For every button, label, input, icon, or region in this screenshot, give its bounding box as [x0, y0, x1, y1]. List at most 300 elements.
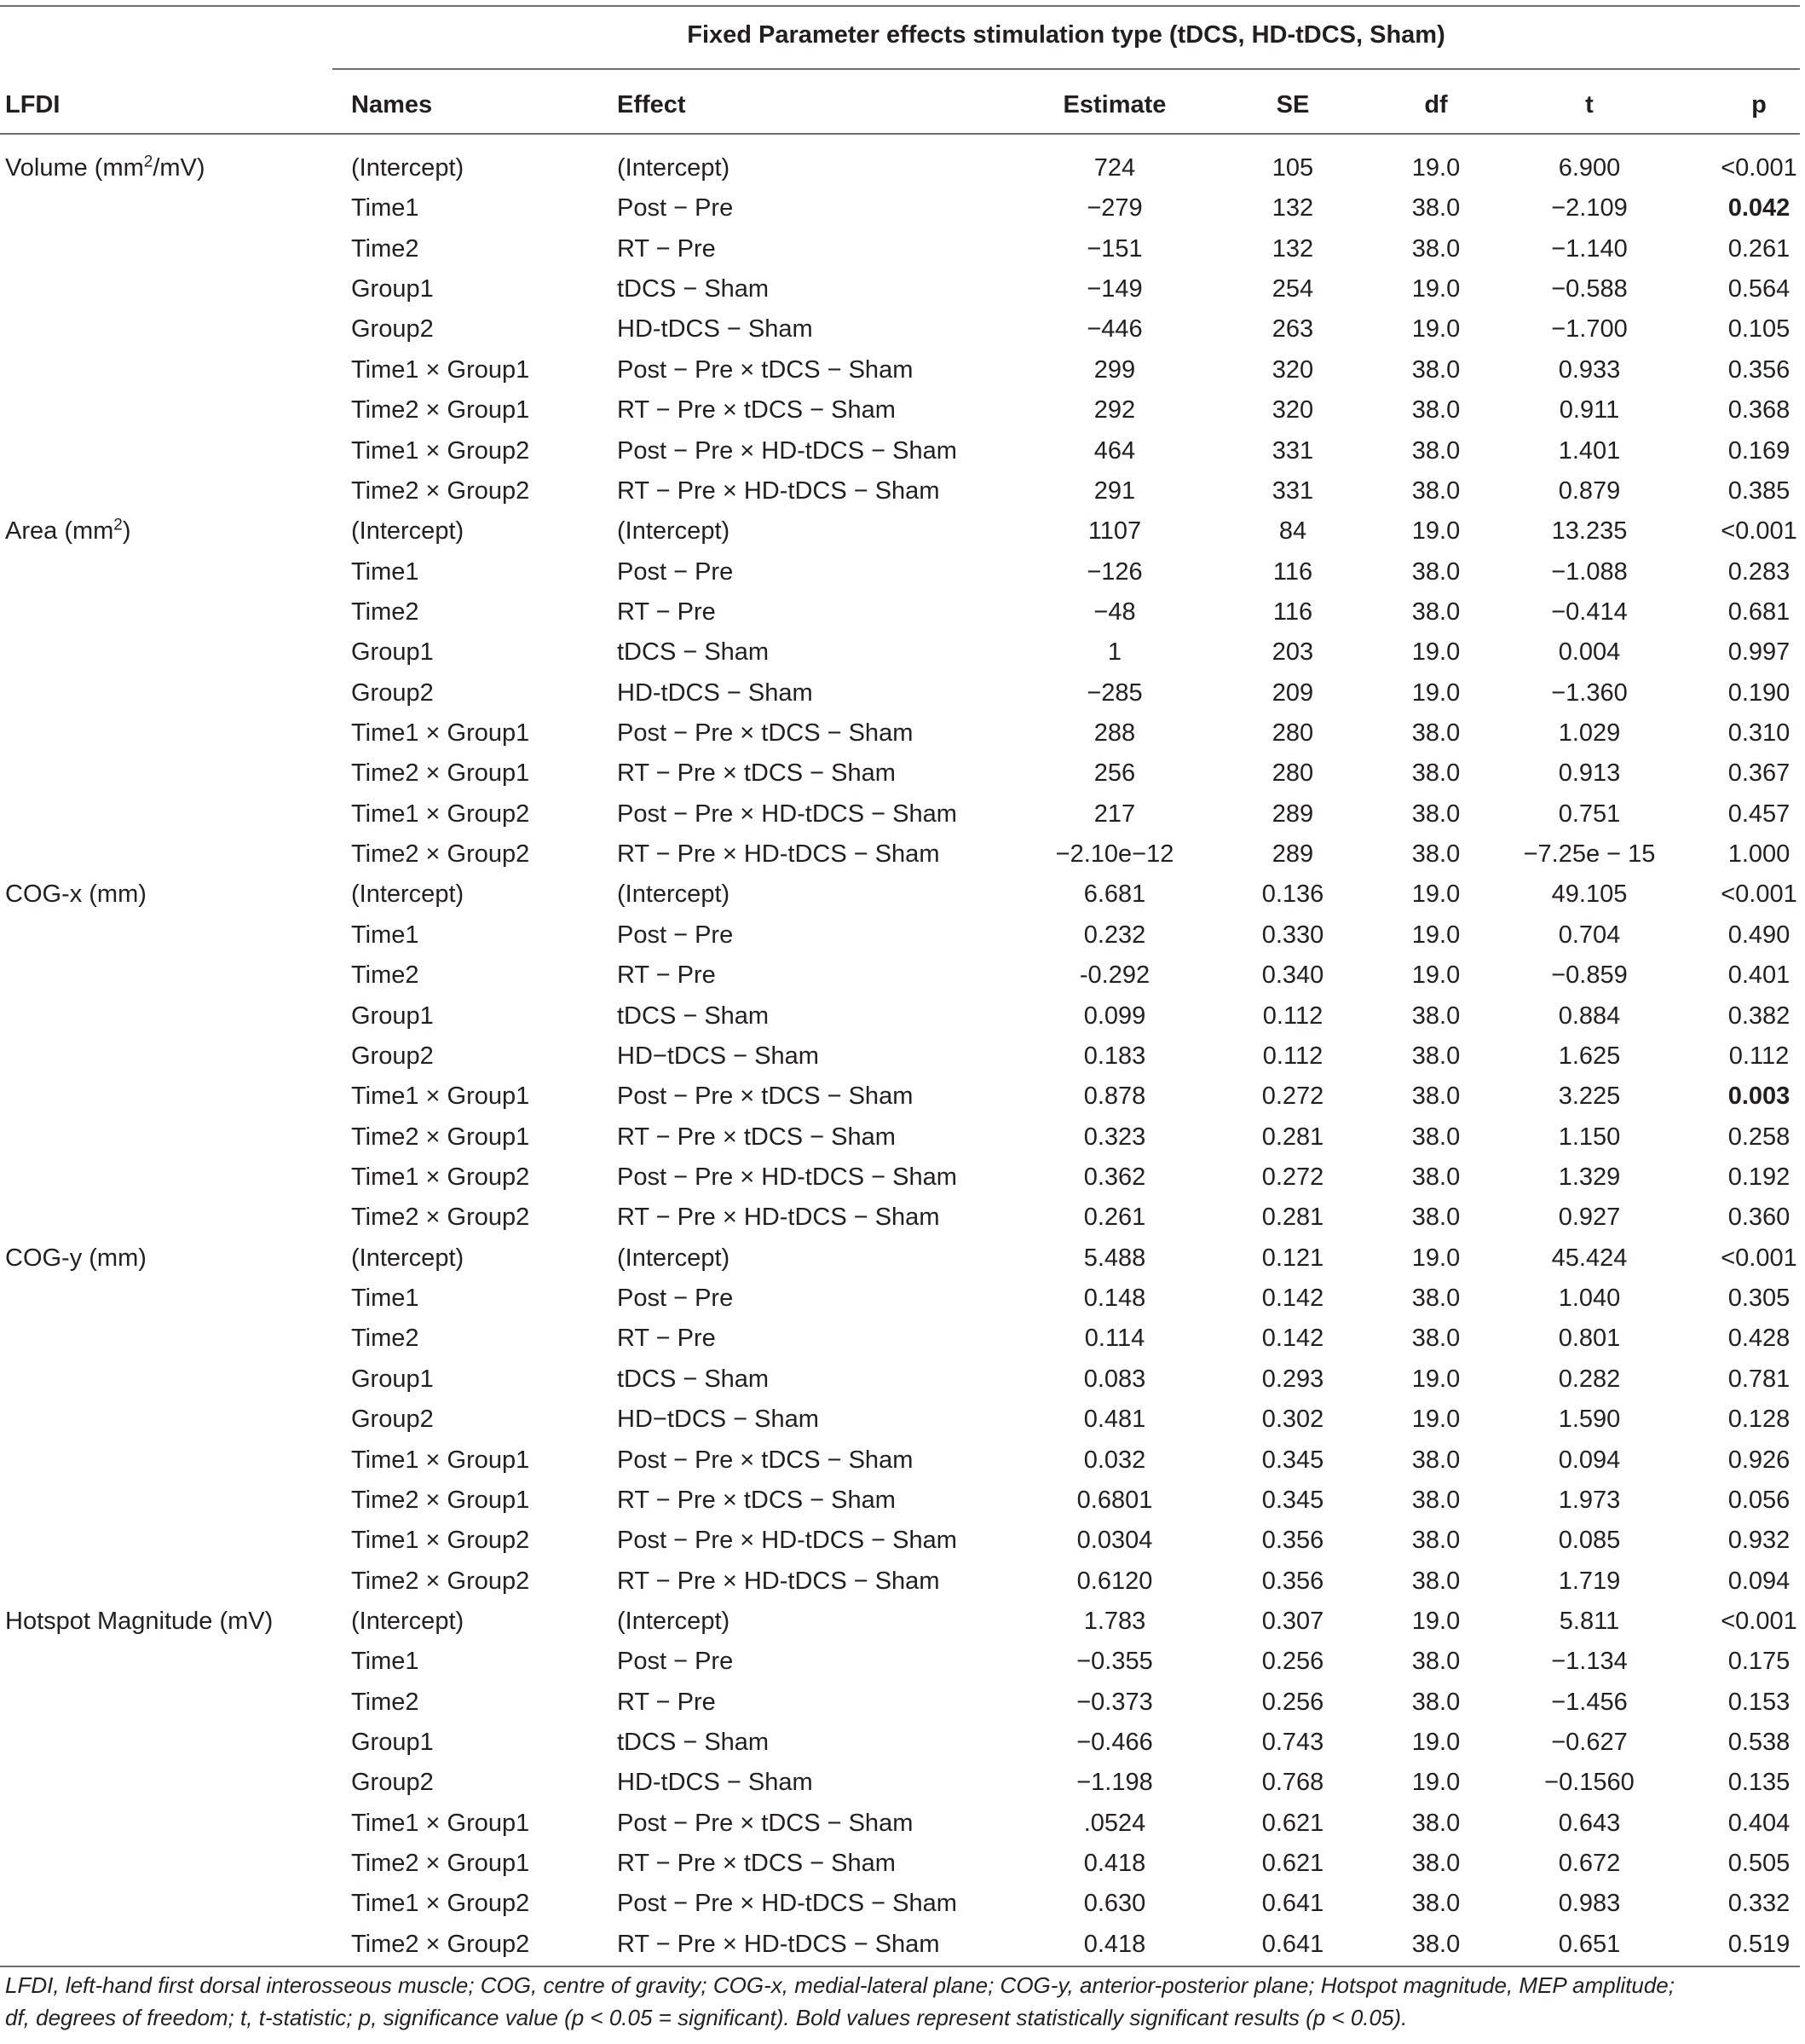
t-cell: 1.590: [1558, 1406, 1621, 1434]
df-cell: 38.0: [1411, 1930, 1461, 1958]
t-cell: 45.424: [1551, 1244, 1628, 1272]
df-cell: 38.0: [1411, 1204, 1461, 1232]
estimate-cell: 299: [1093, 355, 1136, 384]
table-body: [0, 148, 1805, 1965]
bottom-rule: [0, 1966, 1800, 1967]
table-row: [0, 794, 1805, 834]
p-cell: 0.926: [1727, 1446, 1791, 1474]
p-cell: 0.192: [1727, 1163, 1791, 1191]
estimate-cell: 0.418: [1083, 1930, 1146, 1958]
df-cell: 38.0: [1411, 598, 1461, 626]
table-footnote: [5, 1969, 1795, 2034]
se-cell: 0.307: [1261, 1607, 1324, 1635]
t-cell: 1.973: [1558, 1486, 1621, 1514]
table-row: [0, 1884, 1805, 1924]
table-row: [0, 1642, 1805, 1682]
effect-cell: Post − Pre × tDCS − Sham: [617, 1809, 914, 1837]
estimate-cell: 724: [1093, 154, 1136, 182]
df-cell: 19.0: [1411, 1729, 1461, 1757]
p-cell: 1.000: [1727, 840, 1791, 869]
df-cell: 38.0: [1411, 1285, 1461, 1313]
t-cell: 3.225: [1558, 1083, 1621, 1111]
table-row: [0, 269, 1805, 309]
names-cell: Time2: [351, 1325, 419, 1353]
p-cell: 0.360: [1727, 1204, 1791, 1232]
names-cell: (Intercept): [351, 881, 464, 909]
se-cell: 0.256: [1261, 1688, 1324, 1716]
table-row: [0, 632, 1805, 673]
names-cell: Group2: [351, 1769, 434, 1797]
estimate-cell: 1: [1107, 638, 1122, 667]
t-cell: 1.625: [1558, 1042, 1621, 1070]
estimate-cell: 0.323: [1083, 1123, 1146, 1151]
se-cell: 0.142: [1261, 1285, 1324, 1313]
p-cell: 0.519: [1727, 1930, 1791, 1958]
table-row: [0, 1723, 1805, 1763]
se-cell: 116: [1272, 598, 1313, 626]
estimate-cell: −2.10e−12: [1055, 840, 1174, 869]
table-row: [0, 592, 1805, 632]
names-cell: (Intercept): [351, 1607, 464, 1635]
p-cell: 0.310: [1727, 719, 1791, 748]
p-cell: 0.505: [1727, 1850, 1791, 1878]
names-cell: Time2 × Group2: [351, 1567, 530, 1595]
names-cell: Time2 × Group2: [351, 1204, 530, 1232]
names-cell: Time1 × Group1: [351, 355, 530, 384]
names-cell: (Intercept): [351, 517, 464, 546]
df-cell: 38.0: [1411, 476, 1461, 505]
df-cell: 19.0: [1411, 1607, 1461, 1635]
estimate-cell: 256: [1093, 759, 1136, 788]
p-cell: 0.781: [1727, 1365, 1791, 1393]
names-cell: Time1: [351, 1285, 419, 1313]
t-cell: 0.751: [1558, 800, 1621, 828]
df-cell: 38.0: [1411, 1567, 1461, 1595]
header-se: SE: [1276, 91, 1310, 118]
t-cell: 1.719: [1558, 1567, 1621, 1595]
df-cell: 38.0: [1411, 1688, 1461, 1716]
header-df: df: [1424, 91, 1448, 118]
header-names: Names: [351, 91, 433, 118]
table-row: [0, 1279, 1805, 1319]
se-cell: 132: [1272, 194, 1314, 222]
effect-cell: Post − Pre × HD-tDCS − Sham: [617, 800, 957, 828]
t-cell: 0.672: [1558, 1850, 1621, 1878]
table-row: [0, 1763, 1805, 1803]
names-cell: Group1: [351, 638, 434, 667]
names-cell: Group2: [351, 1042, 434, 1070]
effect-cell: Post − Pre: [617, 1648, 734, 1676]
se-cell: 0.272: [1261, 1163, 1324, 1191]
p-cell: <0.001: [1721, 1607, 1797, 1635]
names-cell: Group1: [351, 1729, 434, 1757]
p-cell: 0.681: [1727, 598, 1791, 626]
t-cell: 49.105: [1551, 881, 1628, 909]
names-cell: Time1: [351, 557, 419, 586]
effect-cell: Post − Pre × HD-tDCS − Sham: [617, 1890, 957, 1918]
names-cell: Time1 × Group1: [351, 1083, 530, 1111]
names-cell: Group1: [351, 1002, 434, 1030]
table-row: [0, 1158, 1805, 1198]
table-row: [0, 1198, 1805, 1238]
p-cell: 0.175: [1727, 1648, 1791, 1676]
df-cell: 38.0: [1411, 1083, 1461, 1111]
t-cell: 0.911: [1559, 396, 1620, 424]
effect-cell: tDCS − Sham: [617, 638, 770, 667]
estimate-cell: −285: [1087, 678, 1143, 707]
top-rule: [0, 5, 1800, 7]
effect-cell: Post − Pre × tDCS − Sham: [617, 355, 914, 384]
effect-cell: (Intercept): [617, 154, 730, 182]
super-header: Fixed Parameter effects stimulation type (tDCS, HD-tDCS, Sham): [687, 21, 1445, 49]
se-cell: 0.641: [1261, 1930, 1324, 1958]
estimate-cell: −0.355: [1076, 1648, 1153, 1676]
estimate-cell: 1107: [1087, 517, 1142, 546]
se-cell: 0.121: [1261, 1244, 1324, 1272]
se-cell: 263: [1272, 315, 1314, 344]
table-row: [0, 915, 1805, 956]
p-cell: 0.932: [1727, 1527, 1791, 1555]
effect-cell: RT − Pre: [617, 234, 716, 263]
p-cell: 0.094: [1727, 1567, 1791, 1595]
table-row: [0, 1683, 1805, 1723]
p-cell: 0.564: [1727, 275, 1791, 303]
footnote-line-2: df, degrees of freedom; t, t-statistic; p, significance value (p < 0.05 = significant). Bold values represent statistically significant results (p < 0.05).: [5, 2005, 1408, 2030]
se-cell: 0.345: [1261, 1446, 1324, 1474]
effect-cell: (Intercept): [617, 1244, 730, 1272]
df-cell: 19.0: [1411, 1244, 1461, 1272]
names-cell: Time2 × Group1: [351, 1123, 530, 1151]
table-row: [0, 996, 1805, 1036]
t-cell: −0.859: [1551, 961, 1628, 990]
se-cell: 254: [1272, 275, 1314, 303]
table-row: [0, 1117, 1805, 1158]
table-row: [0, 875, 1805, 915]
effect-cell: tDCS − Sham: [617, 275, 770, 303]
se-cell: 0.356: [1261, 1567, 1324, 1595]
t-cell: 0.094: [1558, 1446, 1621, 1474]
names-cell: Time2 × Group1: [351, 759, 530, 788]
p-cell: <0.001: [1721, 154, 1797, 182]
effect-cell: Post − Pre × tDCS − Sham: [617, 1446, 914, 1474]
effect-cell: tDCS − Sham: [617, 1365, 770, 1393]
estimate-cell: 5.488: [1083, 1244, 1146, 1272]
df-cell: 38.0: [1411, 234, 1461, 263]
table-row: [0, 673, 1805, 713]
p-cell: 0.003: [1727, 1083, 1791, 1111]
names-cell: (Intercept): [351, 1244, 464, 1272]
estimate-cell: 0.114: [1084, 1325, 1145, 1353]
t-cell: −0.1560: [1544, 1769, 1635, 1797]
estimate-cell: 1.783: [1083, 1607, 1146, 1635]
effect-cell: RT − Pre × tDCS − Sham: [617, 396, 896, 424]
p-cell: 0.356: [1727, 355, 1791, 384]
header-lfdi: LFDI: [5, 91, 61, 118]
df-cell: 38.0: [1411, 1042, 1461, 1070]
se-cell: 280: [1272, 759, 1314, 788]
estimate-cell: 0.6120: [1076, 1567, 1153, 1595]
t-cell: 0.927: [1558, 1204, 1621, 1232]
p-cell: 0.538: [1727, 1729, 1791, 1757]
se-cell: 0.743: [1261, 1729, 1324, 1757]
df-cell: 38.0: [1411, 1446, 1461, 1474]
df-cell: 38.0: [1411, 800, 1461, 828]
table-row: [0, 431, 1805, 471]
t-cell: −1.456: [1551, 1688, 1628, 1716]
effect-cell: (Intercept): [617, 1607, 730, 1635]
se-cell: 320: [1272, 355, 1314, 384]
names-cell: Time2 × Group1: [351, 1486, 530, 1514]
names-cell: Group2: [351, 1406, 434, 1434]
df-cell: 38.0: [1411, 1890, 1461, 1918]
table-row: [0, 1077, 1805, 1117]
df-cell: 19.0: [1411, 154, 1461, 182]
p-cell: <0.001: [1721, 517, 1797, 546]
estimate-cell: 0.099: [1083, 1002, 1146, 1030]
t-cell: 6.900: [1558, 154, 1621, 182]
table-row: [0, 754, 1805, 794]
t-cell: −2.109: [1551, 194, 1628, 222]
se-cell: 0.281: [1261, 1204, 1324, 1232]
effect-cell: RT − Pre: [617, 1688, 716, 1716]
names-cell: Time2: [351, 598, 419, 626]
table-row: [0, 552, 1805, 592]
df-cell: 38.0: [1411, 1163, 1461, 1191]
t-cell: −1.140: [1551, 234, 1628, 263]
effect-cell: (Intercept): [617, 517, 730, 546]
t-cell: 0.085: [1558, 1527, 1621, 1555]
effect-cell: Post − Pre × HD-tDCS − Sham: [617, 1163, 957, 1191]
t-cell: 0.651: [1558, 1930, 1621, 1958]
t-cell: 0.879: [1558, 476, 1621, 505]
effect-cell: tDCS − Sham: [617, 1729, 770, 1757]
p-cell: 0.105: [1727, 315, 1791, 344]
names-cell: Time2: [351, 1688, 419, 1716]
effect-cell: Post − Pre × tDCS − Sham: [617, 1083, 914, 1111]
t-cell: 0.801: [1558, 1325, 1621, 1353]
estimate-cell: −149: [1087, 275, 1143, 303]
p-cell: 0.457: [1727, 800, 1791, 828]
table-row: [0, 390, 1805, 430]
names-cell: Time1 × Group2: [351, 800, 530, 828]
df-cell: 38.0: [1411, 1486, 1461, 1514]
effect-cell: RT − Pre: [617, 598, 716, 626]
estimate-cell: −151: [1087, 234, 1143, 263]
effect-cell: Post − Pre × tDCS − Sham: [617, 719, 914, 748]
effect-cell: RT − Pre: [617, 961, 716, 990]
names-cell: Time2 × Group2: [351, 840, 530, 869]
names-cell: Group2: [351, 315, 434, 344]
p-cell: 0.128: [1727, 1406, 1791, 1434]
se-cell: 0.256: [1261, 1648, 1324, 1676]
df-cell: 38.0: [1411, 1648, 1461, 1676]
table-row: [0, 1602, 1805, 1642]
table-row: [0, 1319, 1805, 1359]
estimate-cell: 0.032: [1083, 1446, 1146, 1474]
super-header-rule: [332, 68, 1800, 70]
effect-cell: HD-tDCS − Sham: [617, 315, 813, 344]
lfdi-group-label: COG-x (mm): [5, 881, 147, 909]
t-cell: −1.360: [1551, 678, 1628, 707]
se-cell: 0.330: [1261, 921, 1324, 949]
df-cell: 38.0: [1411, 1850, 1461, 1878]
names-cell: Time1 × Group1: [351, 1809, 530, 1837]
table-row: [0, 1036, 1805, 1077]
se-cell: 0.281: [1261, 1123, 1324, 1151]
p-cell: 0.382: [1727, 1002, 1791, 1030]
p-cell: 0.401: [1727, 961, 1791, 990]
effect-cell: (Intercept): [617, 881, 730, 909]
table-row: [0, 350, 1805, 390]
se-cell: 0.112: [1262, 1042, 1323, 1070]
t-cell: −1.088: [1551, 557, 1628, 586]
estimate-cell: −446: [1087, 315, 1143, 344]
p-cell: 0.332: [1727, 1890, 1791, 1918]
se-cell: 209: [1272, 678, 1314, 707]
estimate-cell: −0.466: [1076, 1729, 1153, 1757]
se-cell: 116: [1272, 557, 1313, 586]
p-cell: 0.135: [1727, 1769, 1791, 1797]
df-cell: 19.0: [1411, 921, 1461, 949]
header-rule: [0, 133, 1800, 135]
table-row: [0, 471, 1805, 511]
df-cell: 19.0: [1411, 1365, 1461, 1393]
estimate-cell: 0.481: [1083, 1406, 1146, 1434]
t-cell: 0.704: [1558, 921, 1621, 949]
df-cell: 38.0: [1411, 194, 1461, 222]
t-cell: 13.235: [1551, 517, 1628, 546]
estimate-cell: 291: [1093, 476, 1136, 505]
df-cell: 38.0: [1411, 1123, 1461, 1151]
effect-cell: RT − Pre × HD-tDCS − Sham: [617, 840, 940, 869]
estimate-cell: 0.630: [1083, 1890, 1146, 1918]
se-cell: 0.293: [1261, 1365, 1324, 1393]
p-cell: 0.305: [1727, 1285, 1791, 1313]
se-cell: 0.112: [1262, 1002, 1323, 1030]
names-cell: Time2 × Group1: [351, 396, 530, 424]
t-cell: −0.588: [1551, 275, 1628, 303]
header-t: t: [1585, 91, 1594, 118]
df-cell: 38.0: [1411, 355, 1461, 384]
se-cell: 84: [1278, 517, 1307, 546]
names-cell: Time1 × Group1: [351, 719, 530, 748]
df-cell: 19.0: [1411, 961, 1461, 990]
df-cell: 38.0: [1411, 719, 1461, 748]
effect-cell: RT − Pre × HD-tDCS − Sham: [617, 1930, 940, 1958]
df-cell: 19.0: [1411, 638, 1461, 667]
names-cell: Group2: [351, 678, 434, 707]
df-cell: 38.0: [1411, 840, 1461, 869]
df-cell: 38.0: [1411, 759, 1461, 788]
se-cell: 289: [1272, 800, 1314, 828]
t-cell: −7.25e − 15: [1523, 840, 1656, 869]
estimate-cell: 0.418: [1083, 1850, 1146, 1878]
lfdi-group-label: COG-y (mm): [5, 1244, 147, 1272]
t-cell: 1.029: [1558, 719, 1621, 748]
effect-cell: RT − Pre × HD-tDCS − Sham: [617, 1567, 940, 1595]
t-cell: 1.329: [1558, 1163, 1621, 1191]
names-cell: Time2: [351, 961, 419, 990]
estimate-cell: 0.183: [1083, 1042, 1146, 1070]
effect-cell: tDCS − Sham: [617, 1002, 770, 1030]
df-cell: 38.0: [1411, 396, 1461, 424]
df-cell: 19.0: [1411, 1406, 1461, 1434]
se-cell: 0.136: [1261, 881, 1324, 909]
p-cell: <0.001: [1721, 881, 1797, 909]
table-row: [0, 1360, 1805, 1400]
effect-cell: Post − Pre: [617, 1285, 734, 1313]
df-cell: 19.0: [1411, 1769, 1461, 1797]
effect-cell: HD−tDCS − Sham: [617, 1406, 819, 1434]
estimate-cell: −48: [1093, 598, 1136, 626]
se-cell: 0.621: [1261, 1850, 1324, 1878]
se-cell: 331: [1272, 436, 1314, 465]
p-cell: 0.190: [1727, 678, 1791, 707]
df-cell: 19.0: [1411, 678, 1461, 707]
names-cell: Time2 × Group2: [351, 476, 530, 505]
effect-cell: HD−tDCS − Sham: [617, 1042, 819, 1070]
estimate-cell: 0.362: [1083, 1163, 1146, 1191]
t-cell: −1.700: [1551, 315, 1628, 344]
names-cell: Time2 × Group2: [351, 1930, 530, 1958]
estimate-cell: −279: [1087, 194, 1143, 222]
se-cell: 289: [1272, 840, 1314, 869]
p-cell: 0.283: [1727, 557, 1791, 586]
df-cell: 38.0: [1411, 1002, 1461, 1030]
p-cell: 0.385: [1727, 476, 1791, 505]
se-cell: 105: [1272, 154, 1314, 182]
df-cell: 38.0: [1411, 557, 1461, 586]
table-row: [0, 1239, 1805, 1279]
t-cell: −0.414: [1551, 598, 1628, 626]
effect-cell: Post − Pre × HD-tDCS − Sham: [617, 1527, 957, 1555]
names-cell: Time1 × Group2: [351, 436, 530, 465]
t-cell: −1.134: [1551, 1648, 1628, 1676]
effect-cell: RT − Pre × tDCS − Sham: [617, 1486, 896, 1514]
se-cell: 132: [1272, 234, 1314, 263]
p-cell: 0.261: [1727, 234, 1791, 263]
names-cell: Group1: [351, 1365, 434, 1393]
table-row: [0, 188, 1805, 228]
estimate-cell: 288: [1093, 719, 1136, 748]
table-row: [0, 1925, 1805, 1965]
t-cell: 1.040: [1558, 1285, 1621, 1313]
table-row: [0, 1400, 1805, 1440]
lfdi-group-label: Area $(mm^2)$: [5, 516, 131, 546]
df-cell: 19.0: [1411, 881, 1461, 909]
t-cell: −0.627: [1551, 1729, 1628, 1757]
se-cell: 0.340: [1261, 961, 1324, 990]
p-cell: 0.368: [1727, 396, 1791, 424]
effect-cell: RT − Pre × tDCS − Sham: [617, 1123, 896, 1151]
estimate-cell: 6.681: [1083, 881, 1146, 909]
names-cell: Time1 × Group1: [351, 1446, 530, 1474]
df-cell: 38.0: [1411, 1809, 1461, 1837]
df-cell: 19.0: [1411, 275, 1461, 303]
se-cell: 203: [1272, 638, 1314, 667]
effect-cell: RT − Pre: [617, 1325, 716, 1353]
estimate-cell: 0.261: [1083, 1204, 1146, 1232]
names-cell: Time1 × Group2: [351, 1527, 530, 1555]
t-cell: 0.983: [1558, 1890, 1621, 1918]
p-cell: 0.404: [1727, 1809, 1791, 1837]
lfdi-group-label: Hotspot Magnitude (mV): [5, 1607, 274, 1635]
header-estimate: Estimate: [1063, 91, 1167, 118]
t-cell: 5.811: [1559, 1607, 1620, 1635]
se-cell: 280: [1272, 719, 1314, 748]
se-cell: 0.356: [1261, 1527, 1324, 1555]
effect-cell: RT − Pre × tDCS − Sham: [617, 759, 896, 788]
